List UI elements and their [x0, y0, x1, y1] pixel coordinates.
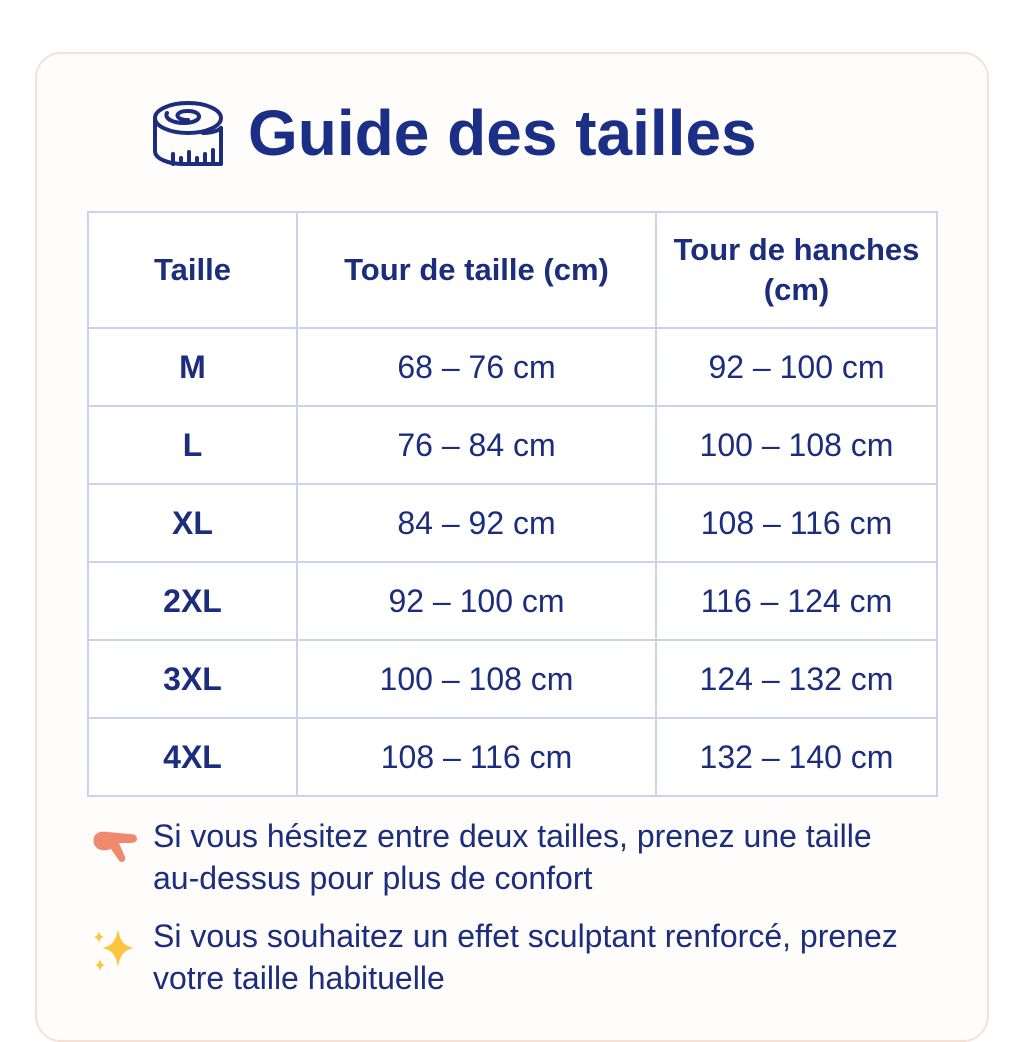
- hips-cell: 100 – 108 cm: [656, 406, 937, 484]
- size-cell: 2XL: [88, 562, 297, 640]
- waist-cell: 100 – 108 cm: [297, 640, 656, 718]
- sparkles-icon: [90, 923, 140, 978]
- column-header-size: Taille: [88, 212, 297, 328]
- size-table: [87, 211, 938, 797]
- hips-cell: 108 – 116 cm: [656, 484, 937, 562]
- size-cell: 4XL: [88, 718, 297, 796]
- table-row: [88, 406, 937, 484]
- table-row: [88, 640, 937, 718]
- header: [150, 96, 757, 170]
- hips-cell: 132 – 140 cm: [656, 718, 937, 796]
- pointing-hand-icon: [90, 827, 140, 877]
- column-header-hips: Tour de hanches (cm): [656, 212, 937, 328]
- table-row: [88, 328, 937, 406]
- table-row: [88, 562, 937, 640]
- size-cell: XL: [88, 484, 297, 562]
- size-cell: M: [88, 328, 297, 406]
- table-header-row: [88, 212, 937, 328]
- hips-cell: 92 – 100 cm: [656, 328, 937, 406]
- note-sculpting-effect: [90, 915, 913, 999]
- note-size-hesitation: [90, 815, 913, 899]
- waist-cell: 92 – 100 cm: [297, 562, 656, 640]
- note-text: Si vous souhaitez un effet sculptant renforcé, prenez votre taille habituelle: [153, 918, 898, 996]
- waist-cell: 108 – 116 cm: [297, 718, 656, 796]
- page-title: Guide des tailles: [248, 97, 757, 169]
- waist-cell: 68 – 76 cm: [297, 328, 656, 406]
- note-text: Si vous hésitez entre deux tailles, prenez une taille au-dessus pour plus de confort: [153, 818, 872, 896]
- hips-cell: 116 – 124 cm: [656, 562, 937, 640]
- column-header-waist: Tour de taille (cm): [297, 212, 656, 328]
- table-row: [88, 484, 937, 562]
- size-cell: 3XL: [88, 640, 297, 718]
- table-row: [88, 718, 937, 796]
- waist-cell: 76 – 84 cm: [297, 406, 656, 484]
- size-cell: L: [88, 406, 297, 484]
- waist-cell: 84 – 92 cm: [297, 484, 656, 562]
- hips-cell: 124 – 132 cm: [656, 640, 937, 718]
- measuring-tape-icon: [150, 98, 226, 168]
